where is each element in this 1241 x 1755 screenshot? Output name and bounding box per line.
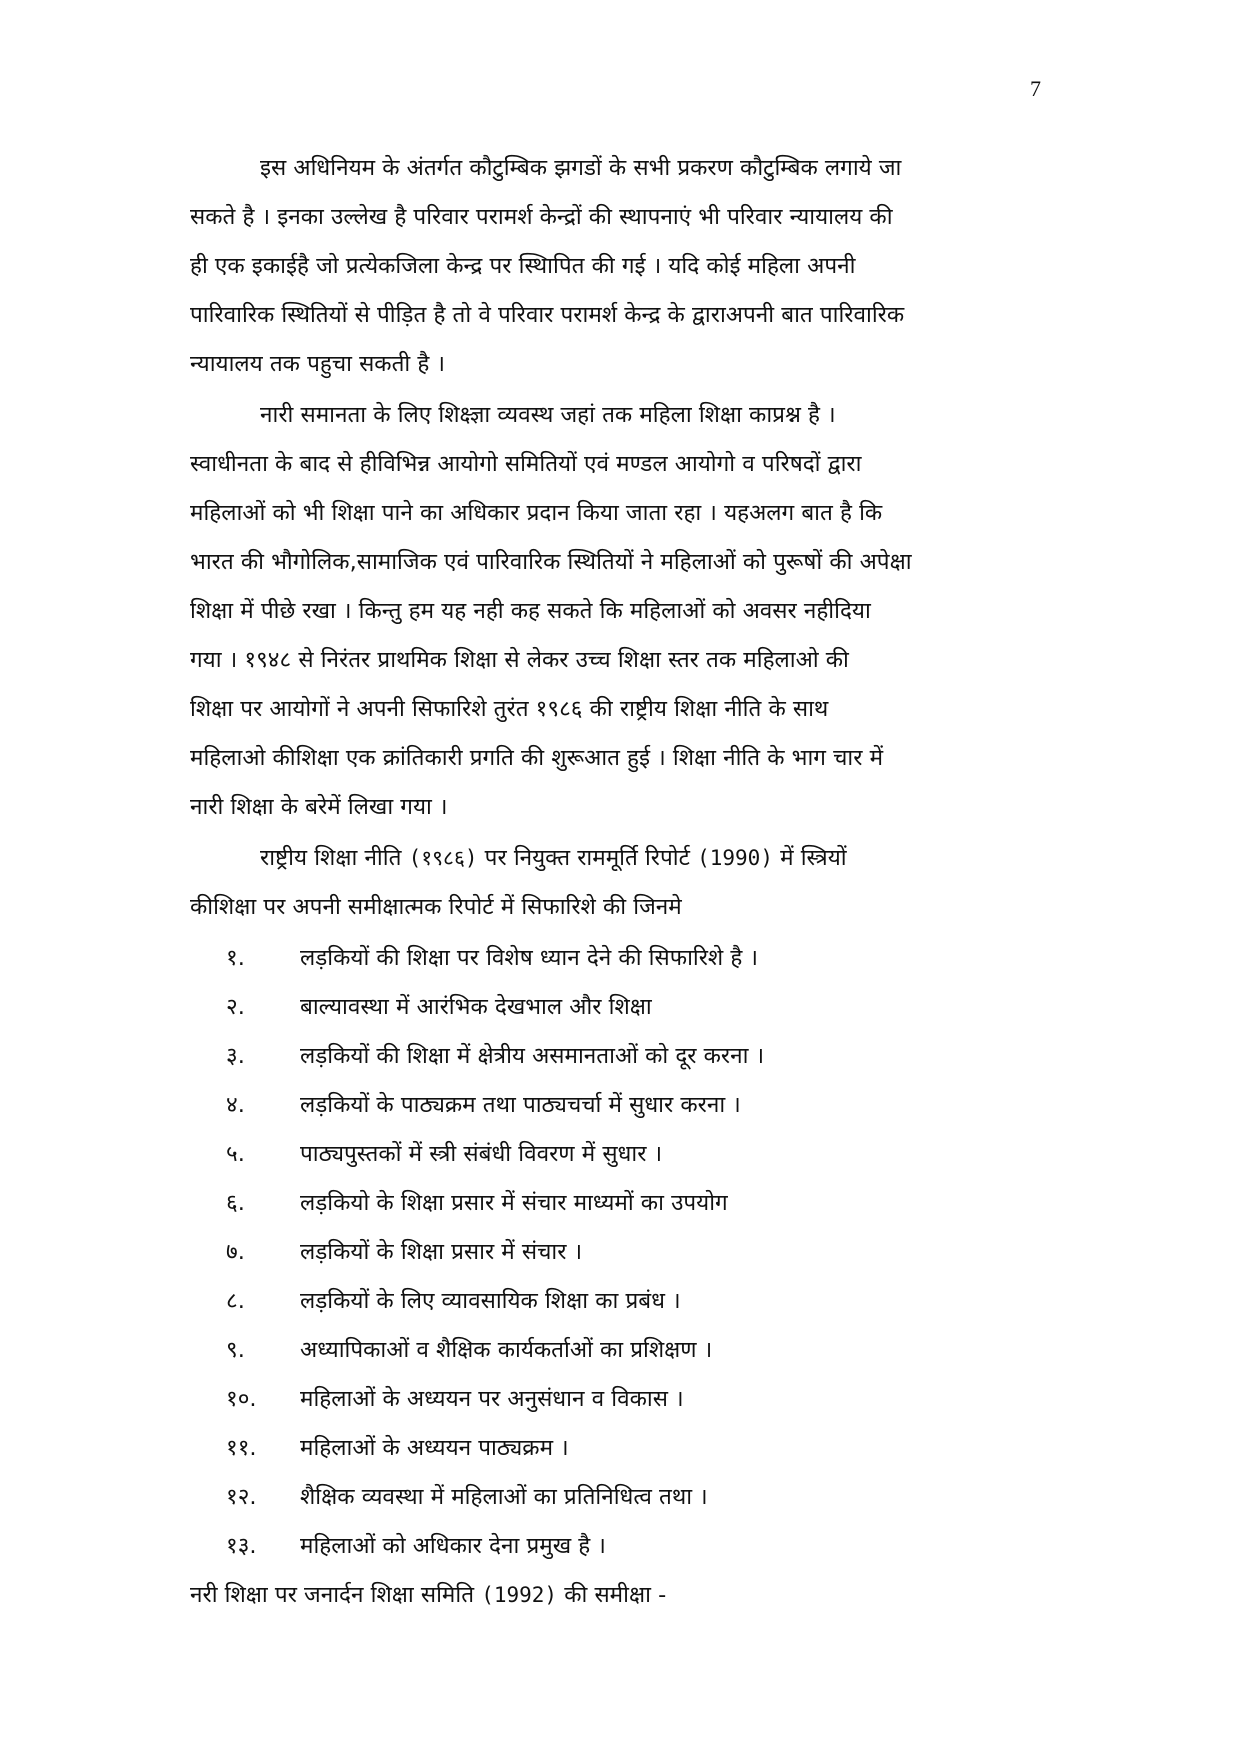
list-item [190,1228,1058,1277]
list-number: ५. [226,1141,245,1167]
list-text: पाठ्यपुस्तकों में स्त्री संबंधी विवरण में सुधार । [300,1141,663,1167]
list-text: लड़कियों के शिक्षा प्रसार में संचार । [300,1239,583,1265]
list-text: लड़कियों की शिक्षा में क्षेत्रीय असमानताओं को दूर करना । [300,1043,765,1069]
recommendations-list [190,934,1058,1571]
text-line: शिक्षा पर आयोगों ने अपनी सिफारिशे तुरंत १९८६ की राष्ट्रीय शिक्षा नीति के साथ [190,696,829,722]
list-text: लड़कियों की शिक्षा पर विशेष ध्यान देने की सिफारिशे है । [300,945,759,971]
list-item [190,1326,1058,1375]
text-line: सकते है । इनका उल्लेख है परिवार परामर्श केन्द्रों की स्थापनाएं भी परिवार न्यायालय की [190,204,893,230]
list-text: महिलाओं के अध्ययन पर अनुसंधान व विकास । [300,1386,684,1412]
text-line: गया । १९४८ से निरंतर प्राथमिक शिक्षा से लेकर उच्च शिक्षा स्तर तक महिलाओ की [190,647,849,673]
text-line: नारी समानता के लिए शिक्ष्ज्ञा व्यवस्थ जहां तक महिला शिक्षा काप्रश्न है । [260,402,836,428]
list-item [190,983,1058,1032]
list-item [190,1032,1058,1081]
list-number: १२. [226,1484,257,1510]
text-line: शिक्षा में पीछे रखा । किन्तु हम यह नही कह सकते कि महिलाओं को अवसर नहीदिया [190,598,871,624]
list-number: ३. [226,1043,245,1069]
paragraph-family-courts [190,144,1058,389]
text-line: नारी शिक्षा के बरेमें लिखा गया । [190,794,448,820]
text-line: राष्ट्रीय शिक्षा नीति (१९८६) पर नियुक्त राममूर्ति रिपोर्ट (1990) में स्त्रियों [260,845,847,871]
text-line: भारत की भौगोलिक,सामाजिक एवं पारिवारिक स्थितियों ने महिलाओं को पुरूषों की अपेक्षा [190,549,912,575]
list-item [190,1375,1058,1424]
list-number: ९. [226,1337,245,1363]
list-item [190,1081,1058,1130]
list-number: ८. [226,1288,245,1314]
text-line: इस अधिनियम के अंतर्गत कौटुम्बिक झगडों के सभी प्रकरण कौटुम्बिक लगाये जा [260,155,902,181]
list-number: ६. [226,1190,245,1216]
list-text: लड़कियों के पाठ्यक्रम तथा पाठ्यचर्चा में सुधार करना । [300,1092,741,1118]
list-item [190,1277,1058,1326]
list-number: ४. [226,1092,245,1118]
list-item [190,1473,1058,1522]
list-text: अध्यापिकाओं व शैक्षिक कार्यकर्ताओं का प्रशिक्षण । [300,1337,713,1363]
document-body [190,144,1058,1622]
list-text: लड़कियो के शिक्षा प्रसार में संचार माध्यमों का उपयोग [300,1190,728,1216]
text-line: नरी शिक्षा पर जनार्दन शिक्षा समिति (1992) की समीक्षा - [190,1582,667,1608]
list-number: ११. [226,1435,257,1461]
list-text: महिलाओं को अधिकार देना प्रमुख है । [300,1533,606,1559]
list-text: लड़कियों के लिए व्यावसायिक शिक्षा का प्रबंध । [300,1288,681,1314]
list-text: शैक्षिक व्यवस्था में महिलाओं का प्रतिनिधित्व तथा । [300,1484,708,1510]
list-number: १०. [226,1386,257,1412]
text-line: न्यायालय तक पहुचा सकती है । [190,351,446,377]
list-number: १. [226,945,245,971]
list-text: महिलाओं के अध्ययन पाठ्यक्रम । [300,1435,569,1461]
list-item [190,1179,1058,1228]
list-item [190,1130,1058,1179]
list-number: २. [226,994,245,1020]
text-line: महिलाओ कीशिक्षा एक क्रांतिकारी प्रगति की शुरूआत हुई । शिक्षा नीति के भाग चार में [190,745,884,771]
text-line: पारिवारिक स्थितियों से पीड़ित है तो वे परिवार परामर्श केन्द्र के द्वाराअपनी बात पारिवारिक [190,302,905,328]
list-item [190,1424,1058,1473]
text-line: कीशिक्षा पर अपनी समीक्षात्मक रिपोर्ट में सिफारिशे की जिनमे [190,894,682,920]
text-line: स्वाधीनता के बाद से हीविभिन्न आयोगो समितियों एवं मण्डल आयोगो व परिषदों द्वारा [190,451,862,477]
closing-line [190,1571,1058,1620]
list-item [190,934,1058,983]
page-number: 7 [1030,76,1041,101]
list-item [190,1522,1058,1571]
paragraph-ramamurti-report [190,834,1058,932]
list-number: ७. [226,1239,245,1265]
paragraph-women-education [190,391,1058,832]
list-number: १३. [226,1533,257,1559]
list-text: बाल्यावस्था में आरंभिक देखभाल और शिक्षा [300,994,652,1020]
text-line: ही एक इकाईहै जो प्रत्येकजिला केन्द्र पर स्थिापित की गई । यदि कोई महिला अपनी [190,253,856,279]
text-line: महिलाओं को भी शिक्षा पाने का अधिकार प्रदान किया जाता रहा । यहअलग बात है कि [190,500,883,526]
